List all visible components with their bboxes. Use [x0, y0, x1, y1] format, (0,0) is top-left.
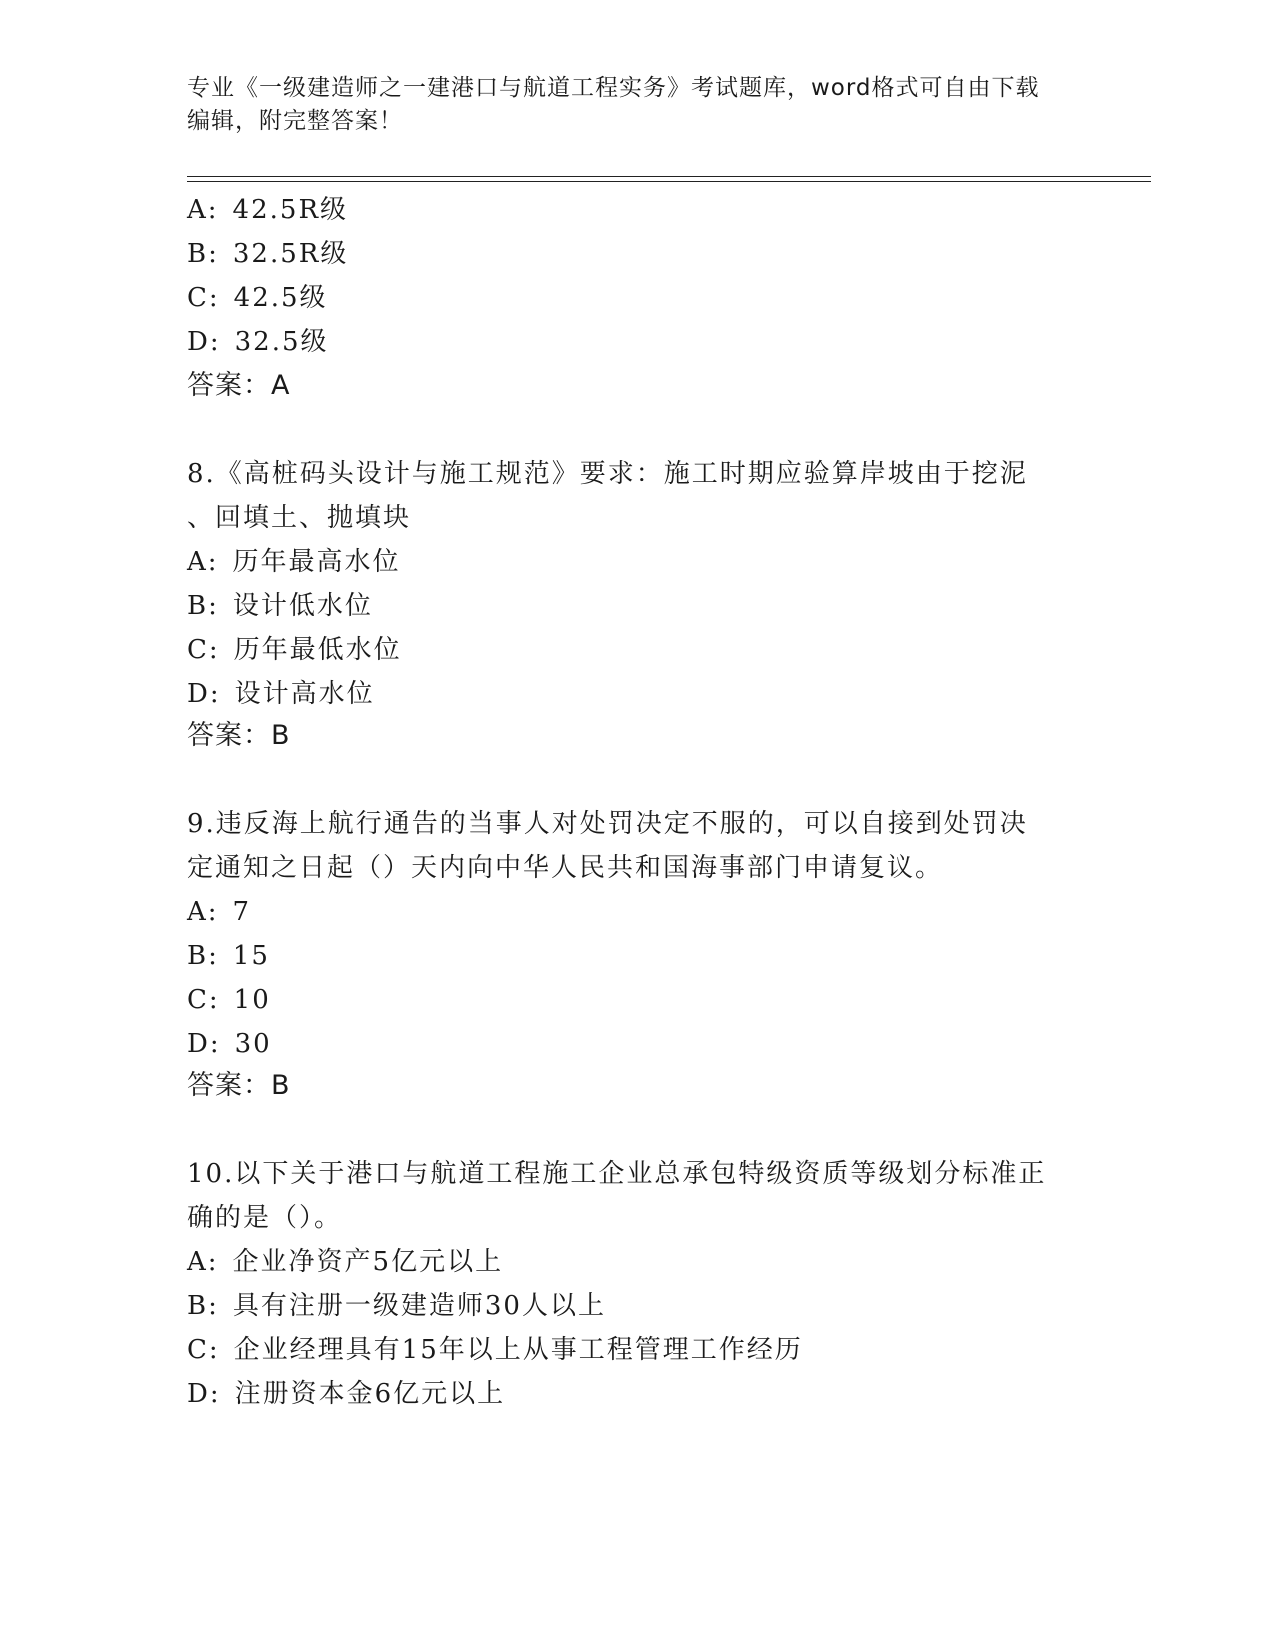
q8-answer: 答案：B	[187, 720, 291, 751]
q10-option-c: C: 企业经理具有15年以上从事工程管理工作经历	[187, 1335, 803, 1365]
q7-option-a: A: 42.5R级	[187, 195, 349, 225]
q7-answer: 答案：A	[187, 370, 291, 401]
header-divider-bottom	[187, 181, 1151, 182]
q8-stem-line-2: 、回填土、抛填块	[187, 503, 412, 533]
q8-option-d: D: 设计高水位	[187, 679, 375, 709]
q9-option-d: D: 30	[187, 1029, 272, 1059]
q10-stem-line-1: 10.以下关于港口与航道工程施工企业总承包特级资质等级划分标准正	[187, 1159, 1047, 1189]
q7-option-b: B: 32.5R级	[187, 239, 349, 269]
q8-stem-line-1: 8.《高桩码头设计与施工规范》要求：施工时期应验算岸坡由于挖泥	[187, 459, 1028, 489]
header-line-2: 编辑，附完整答案！	[187, 108, 403, 134]
q9-option-b: B: 15	[187, 941, 270, 971]
q10-option-a: A: 企业净资产5亿元以上	[187, 1247, 504, 1277]
document-header	[187, 72, 1067, 138]
header-divider-top	[187, 176, 1151, 177]
q9-stem-line-1: 9.违反海上航行通告的当事人对处罚决定不服的，可以自接到处罚决	[187, 809, 1028, 839]
q9-option-c: C: 10	[187, 985, 271, 1015]
q9-answer: 答案：B	[187, 1070, 291, 1101]
q10-stem-line-2: 确的是（）。	[187, 1203, 343, 1233]
header-line-1: 专业《一级建造师之一建港口与航道工程实务》考试题库，word格式可自由下载	[187, 75, 1040, 101]
q10-option-b: B: 具有注册一级建造师30人以上	[187, 1291, 606, 1321]
q7-option-c: C: 42.5级	[187, 283, 328, 313]
q8-option-a: A: 历年最高水位	[187, 547, 401, 577]
q10-option-d: D: 注册资本金6亿元以上	[187, 1379, 506, 1409]
q7-option-d: D: 32.5级	[187, 327, 329, 357]
q8-option-c: C: 历年最低水位	[187, 635, 402, 665]
q8-option-b: B: 设计低水位	[187, 591, 373, 621]
q9-stem-line-2: 定通知之日起（）天内向中华人民共和国海事部门申请复议。	[187, 853, 944, 883]
q9-option-a: A: 7	[187, 897, 252, 927]
